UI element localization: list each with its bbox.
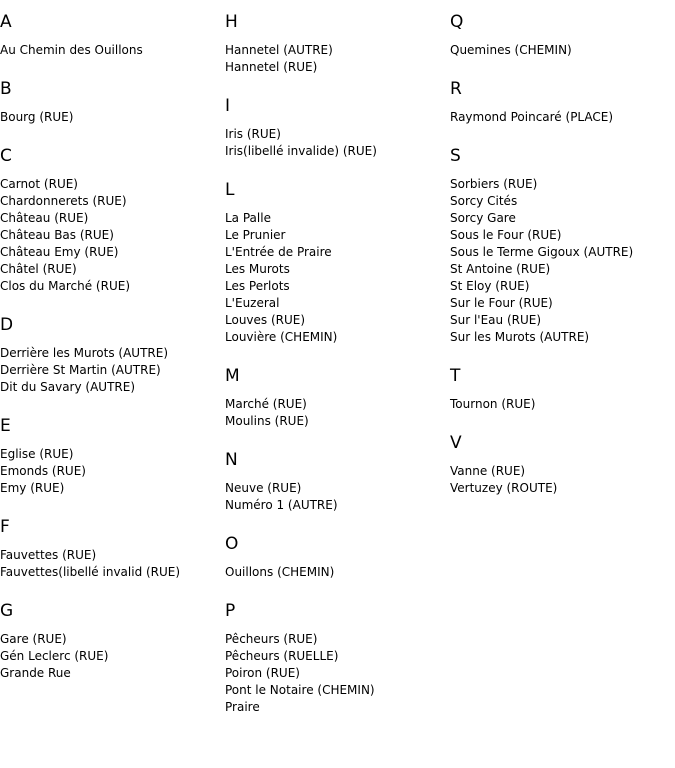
letter-heading: B (0, 79, 12, 99)
letter-group (0, 12, 224, 59)
letter-group (450, 146, 675, 346)
street-item: L'Euzeral (225, 296, 280, 310)
street-item: Quemines (CHEMIN) (450, 43, 572, 57)
letter-heading: F (0, 517, 10, 537)
letter-group (0, 79, 224, 126)
street-item: Sous le Four (RUE) (450, 228, 562, 242)
street-item: Iris(libellé invalide) (RUE) (225, 144, 377, 158)
street-list (225, 480, 449, 514)
street-item: Le Prunier (225, 228, 286, 242)
letter-group (0, 315, 224, 396)
street-item: Moulins (RUE) (225, 414, 309, 428)
letter-group (450, 366, 675, 413)
street-item: Sorcy Cités (450, 194, 518, 208)
street-item: Louvière (CHEMIN) (225, 330, 338, 344)
street-item: Clos du Marché (RUE) (0, 279, 131, 293)
street-item: Derrière les Murots (AUTRE) (0, 346, 168, 360)
street-list (450, 176, 675, 346)
street-item: Pêcheurs (RUE) (225, 632, 318, 646)
letter-heading: M (225, 366, 240, 386)
letter-group (225, 366, 449, 430)
street-item: Neuve (RUE) (225, 481, 302, 495)
street-list (0, 176, 224, 295)
street-item: Derrière St Martin (AUTRE) (0, 363, 161, 377)
street-item: Chardonnerets (RUE) (0, 194, 127, 208)
street-list (0, 42, 224, 59)
street-list (0, 547, 224, 581)
street-item: Vanne (RUE) (450, 464, 526, 478)
letter-heading: S (450, 146, 461, 166)
street-list (225, 210, 449, 346)
street-item: Au Chemin des Ouillons (0, 43, 143, 57)
street-item: Vertuzey (ROUTE) (450, 481, 558, 495)
street-item: Les Murots (225, 262, 290, 276)
street-item: St Antoine (RUE) (450, 262, 551, 276)
letter-group (0, 601, 224, 682)
street-item: Sur l'Eau (RUE) (450, 313, 542, 327)
index-column (450, 0, 675, 497)
street-item: Grande Rue (0, 666, 71, 680)
street-item: Les Perlots (225, 279, 290, 293)
street-item: Marché (RUE) (225, 397, 307, 411)
letter-heading: Q (450, 12, 464, 32)
street-list (225, 42, 449, 76)
letter-group (0, 146, 224, 295)
letter-heading: G (0, 601, 14, 621)
index-column (0, 0, 224, 682)
street-list (0, 345, 224, 396)
street-list (0, 109, 224, 126)
letter-heading: T (450, 366, 461, 386)
letter-group (225, 534, 449, 581)
street-list (450, 109, 675, 126)
street-item: Sous le Terme Gigoux (AUTRE) (450, 245, 634, 259)
letter-group (450, 79, 675, 126)
street-item: Iris (RUE) (225, 127, 281, 141)
letter-group (450, 433, 675, 497)
letter-heading: P (225, 601, 236, 621)
letter-heading: C (0, 146, 12, 166)
street-list (450, 463, 675, 497)
letter-heading: A (0, 12, 12, 32)
letter-group (225, 96, 449, 160)
letter-heading: L (225, 180, 235, 200)
street-list (225, 396, 449, 430)
street-item: Carnot (RUE) (0, 177, 78, 191)
letter-heading: R (450, 79, 462, 99)
street-item: Poiron (RUE) (225, 666, 300, 680)
street-item: Fauvettes(libellé invalid (RUE) (0, 565, 181, 579)
letter-group (225, 450, 449, 514)
street-item: Dit du Savary (AUTRE) (0, 380, 136, 394)
letter-heading: D (0, 315, 14, 335)
street-item: Château Bas (RUE) (0, 228, 114, 242)
street-item: Château (RUE) (0, 211, 89, 225)
letter-group (0, 517, 224, 581)
street-item: La Palle (225, 211, 271, 225)
street-list (450, 42, 675, 59)
letter-heading: V (450, 433, 462, 453)
street-item: Numéro 1 (AUTRE) (225, 498, 338, 512)
street-item: Sorcy Gare (450, 211, 516, 225)
street-item: Sur le Four (RUE) (450, 296, 553, 310)
street-item: Ouillons (CHEMIN) (225, 565, 335, 579)
street-item: Emy (RUE) (0, 481, 65, 495)
street-item: Hannetel (AUTRE) (225, 43, 333, 57)
street-item: Châtel (RUE) (0, 262, 77, 276)
letter-heading: I (225, 96, 231, 116)
street-list (0, 631, 224, 682)
street-item: Tournon (RUE) (450, 397, 536, 411)
street-item: L'Entrée de Praire (225, 245, 332, 259)
street-item: Fauvettes (RUE) (0, 548, 97, 562)
street-item: Sur les Murots (AUTRE) (450, 330, 590, 344)
letter-heading: O (225, 534, 239, 554)
street-list (0, 446, 224, 497)
letter-group (450, 12, 675, 59)
letter-group (225, 601, 449, 716)
street-item: Gare (RUE) (0, 632, 67, 646)
street-item: Bourg (RUE) (0, 110, 74, 124)
index-column (225, 0, 449, 716)
letter-group (0, 416, 224, 497)
street-item: Raymond Poincaré (PLACE) (450, 110, 614, 124)
street-item: Gén Leclerc (RUE) (0, 649, 109, 663)
street-item: St Eloy (RUE) (450, 279, 530, 293)
street-list (225, 631, 449, 716)
street-list (450, 396, 675, 413)
letter-heading: H (225, 12, 238, 32)
street-list (225, 126, 449, 160)
street-item: Praire (225, 700, 260, 714)
street-item: Hannetel (RUE) (225, 60, 318, 74)
street-item: Emonds (RUE) (0, 464, 86, 478)
street-item: Eglise (RUE) (0, 447, 74, 461)
letter-heading: N (225, 450, 238, 470)
street-item: Sorbiers (RUE) (450, 177, 538, 191)
street-list (225, 564, 449, 581)
street-item: Louves (RUE) (225, 313, 306, 327)
letter-heading: E (0, 416, 11, 436)
letter-group (225, 180, 449, 346)
letter-group (225, 12, 449, 76)
street-item: Château Emy (RUE) (0, 245, 119, 259)
street-item: Pêcheurs (RUELLE) (225, 649, 339, 663)
street-item: Pont le Notaire (CHEMIN) (225, 683, 375, 697)
